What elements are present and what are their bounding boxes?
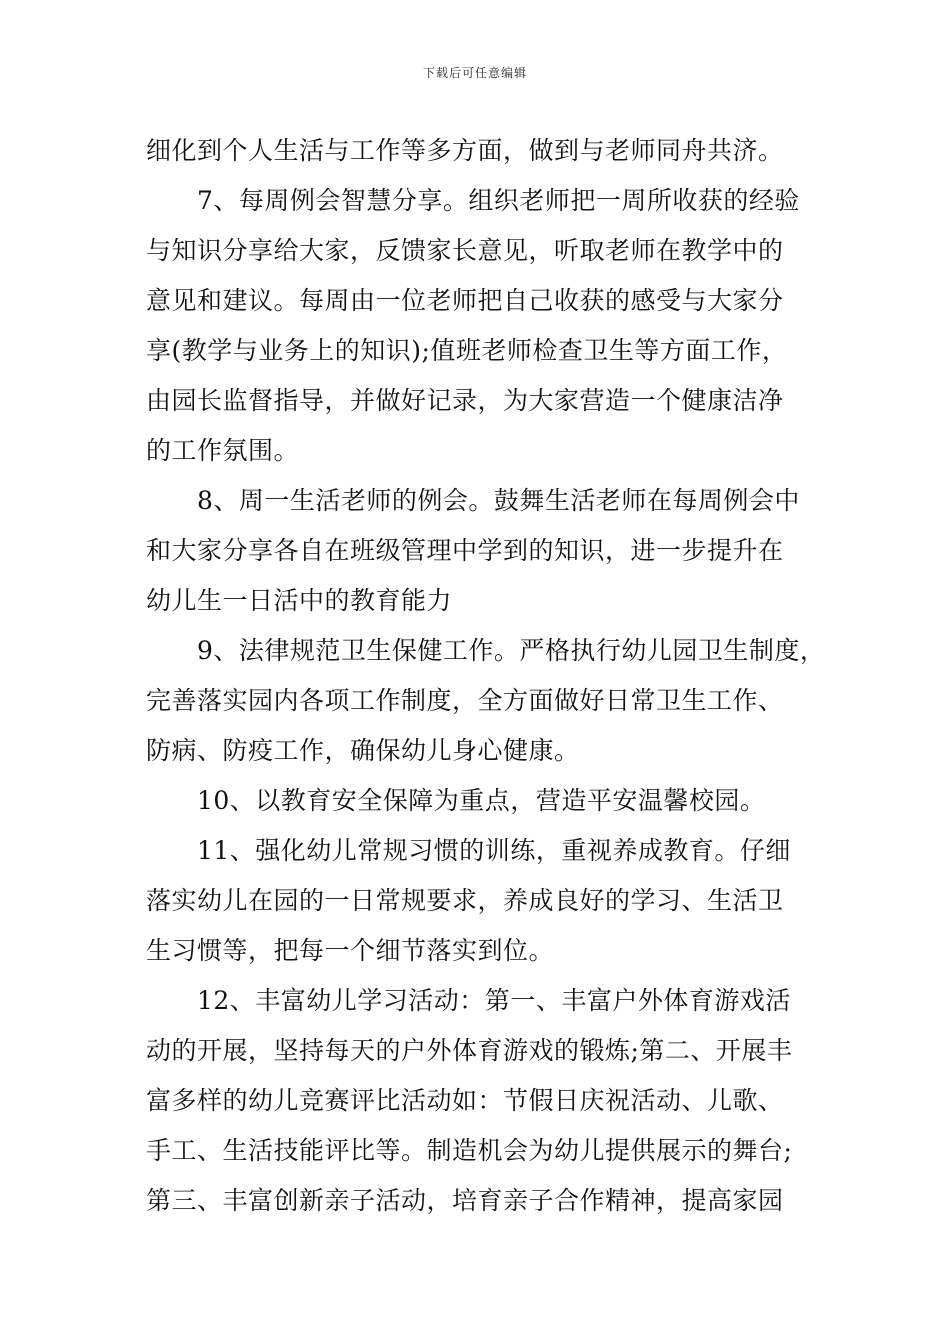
text-line: 幼儿生一日活中的教育能力 (146, 586, 453, 615)
text-line: 11、强化幼儿常规习惯的训练，重视养成教育。仔细 (197, 836, 791, 865)
text-line: 与知识分享给大家，反馈家长意见，听取老师在教学中的 (146, 236, 784, 265)
text-line: 9、法律规范卫生保健工作。严格执行幼儿园卫生制度， (197, 636, 826, 665)
text-line: 8、周一生活老师的例会。鼓舞生活老师在每周例会中 (197, 486, 800, 515)
text-line: 享(教学与业务上的知识);值班老师检查卫生等方面工作， (146, 336, 788, 365)
text-line: 12、丰富幼儿学习活动：第一、丰富户外体育游戏活 (197, 986, 791, 1015)
text-line: 生习惯等，把每一个细节落实到位。 (146, 936, 555, 965)
text-line: 的工作氛围。 (146, 436, 300, 465)
text-line: 落实幼儿在园的一日常规要求，养成良好的学习、生活卫 (146, 886, 784, 915)
text-line: 防病、防疫工作，确保幼儿身心健康。 (146, 736, 580, 765)
document-body (146, 126, 826, 1226)
text-line: 手工、生活技能评比等。制造机会为幼儿提供展示的舞台; (146, 1136, 793, 1165)
text-line: 10、以教育安全保障为重点，营造平安温馨校园。 (197, 786, 766, 815)
text-line: 意见和建议。每周由一位老师把自己收获的感受与大家分 (146, 286, 784, 315)
page-header: 下载后可任意编辑 (422, 66, 527, 80)
text-line: 和大家分享各自在班级管理中学到的知识，进一步提升在 (146, 536, 784, 565)
text-line: 7、每周例会智慧分享。组织老师把一周所收获的经验 (197, 186, 800, 215)
text-line: 由园长监督指导，并做好记录，为大家营造一个健康洁净 (146, 386, 784, 415)
text-line: 完善落实园内各项工作制度，全方面做好日常卫生工作、 (146, 686, 784, 715)
text-line: 第三、丰富创新亲子活动，培育亲子合作精神，提高家园 (146, 1186, 784, 1215)
text-line: 动的开展，坚持每天的户外体育游戏的锻炼;第二、开展丰 (146, 1036, 793, 1065)
text-line: 富多样的幼儿竞赛评比活动如：节假日庆祝活动、儿歌、 (146, 1086, 784, 1115)
text-line: 细化到个人生活与工作等多方面，做到与老师同舟共济。 (146, 136, 784, 165)
